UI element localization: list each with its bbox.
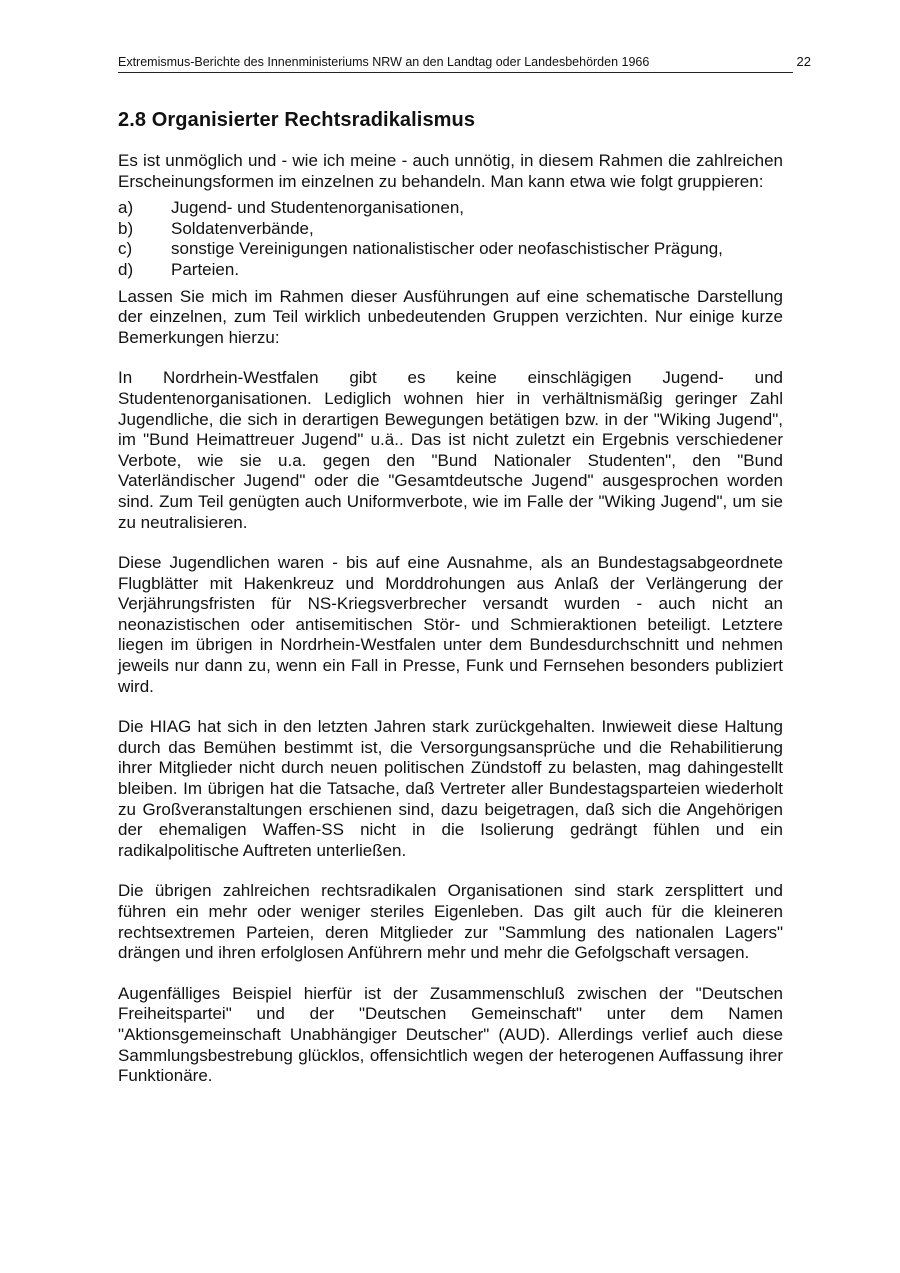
- body-paragraph: Die übrigen zahlreichen rechtsradikalen Organisationen sind stark zersplittert und führen ein mehr oder weniger steriles Eigenleben. Das gilt auch für die kleineren rechtsextremen Parteien, deren Mitglieder zur "Sammlung des nationalen Lagers" drängen und ihren erfolglosen Anführern mehr und mehr die Gefolgschaft versagen.: [118, 881, 783, 963]
- list-item-label: c): [118, 239, 133, 259]
- section-heading: 2.8 Organisierter Rechtsradikalismus: [118, 109, 476, 131]
- header-title: Extremismus-Berichte des Innenministeriums NRW an den Landtag oder Landesbehörden 1966: [118, 55, 650, 69]
- body-paragraph: Augenfälliges Beispiel hierfür ist der Zusammenschluß zwischen der "Deutschen Freiheitspartei" und der "Deutschen Gemeinschaft" unter dem Namen "Aktionsgemeinschaft Unabhängiger Deutscher" (AUD). Allerdings verlief auch diese Sammlungsbestrebung glücklos, offensichtlich wegen der heterogenen Auffassung ihrer Funktionäre.: [118, 983, 783, 1086]
- list-item-label: b): [118, 218, 134, 238]
- list-item-text: sonstige Vereinigungen nationalistischer oder neofaschistischer Prägung,: [171, 239, 723, 259]
- page-number: 22: [796, 54, 811, 69]
- running-header: [118, 54, 811, 73]
- list-item: [118, 260, 783, 281]
- body-paragraph: Diese Jugendlichen waren - bis auf eine Ausnahme, als an Bundestagsabgeordnete Flugblätter mit Hakenkreuz und Morddrohungen aus Anlaß der Verlängerung der Verjährungsfristen für NS-Kriegsverbrecher versandt wurden - auch nicht an neonazistischen oder antisemitischen Stör- und Schmieraktionen beteiligt. Letztere liegen im übrigen in Nordrhein-Westfalen unter dem Bundesdurchschnitt und nehmen jeweils nur dann zu, wenn ein Fall in Presse, Funk und Fernsehen besonders publiziert wird.: [118, 553, 783, 696]
- body-paragraph: In Nordrhein-Westfalen gibt es keine einschlägigen Jugend- und Studentenorganisationen. Lediglich wohnen hier in verhältnismäßig geringer Zahl Jugendliche, die sich in derartigen Bewegungen betätigen bzw. in der "Wiking Jugend", im "Bund Heimattreuer Jugend" u.ä.. Das ist nicht zuletzt ein Ergebnis verschiedener Verbote, wie sie u.a. gegen den "Bund Nationaler Studenten", den "Bund Vaterländischer Jugend" oder die "Gesamtdeutsche Jugend" ausgesprochen worden sind. Zum Teil genügten auch Uniformverbote, wie im Falle der "Wiking Jugend", um sie zu neutralisieren.: [118, 368, 783, 532]
- list-item: [118, 219, 783, 240]
- group-list: [118, 198, 783, 280]
- list-item: [118, 198, 783, 219]
- list-item-label: d): [118, 259, 134, 279]
- body-content: [118, 107, 783, 1107]
- body-paragraph: Die HIAG hat sich in den letzten Jahren stark zurückgehalten. Inwieweit diese Haltung durch das Bemühen bestimmt ist, die Versorgungsansprüche und die Rehabilitierung ihrer Mitglieder nicht durch neuen politischen Zündstoff zu belasten, mag dahingestellt bleiben. Im übrigen hat die Tatsache, daß Vertreter aller Bundestagsparteien wiederholt zu Großveranstaltungen erschienen sind, dazu beigetragen, daß sich die Angehörigen der ehemaligen Waffen-SS nicht in die Isolierung gedrängt fühlen und ein radikalpolitische Auftreten unterließen.: [118, 717, 783, 860]
- list-item-text: Jugend- und Studentenorganisationen,: [171, 198, 465, 218]
- body-paragraph: Lassen Sie mich im Rahmen dieser Ausführungen auf eine schematische Darstellung der einzelnen, zum Teil wirklich unbedeutenden Gruppen verzichten. Nur einige kurze Bemerkungen hierzu:: [118, 286, 783, 347]
- list-item: [118, 239, 783, 260]
- list-item-label: a): [118, 198, 134, 218]
- intro-paragraph: Es ist unmöglich und - wie ich meine - auch unnötig, in diesem Rahmen die zahlreichen Erscheinungsformen im einzelnen zu behandeln. Man kann etwa wie folgt gruppieren:: [118, 151, 783, 191]
- list-item-text: Parteien.: [171, 259, 240, 279]
- list-item-text: Soldatenverbände,: [171, 218, 314, 238]
